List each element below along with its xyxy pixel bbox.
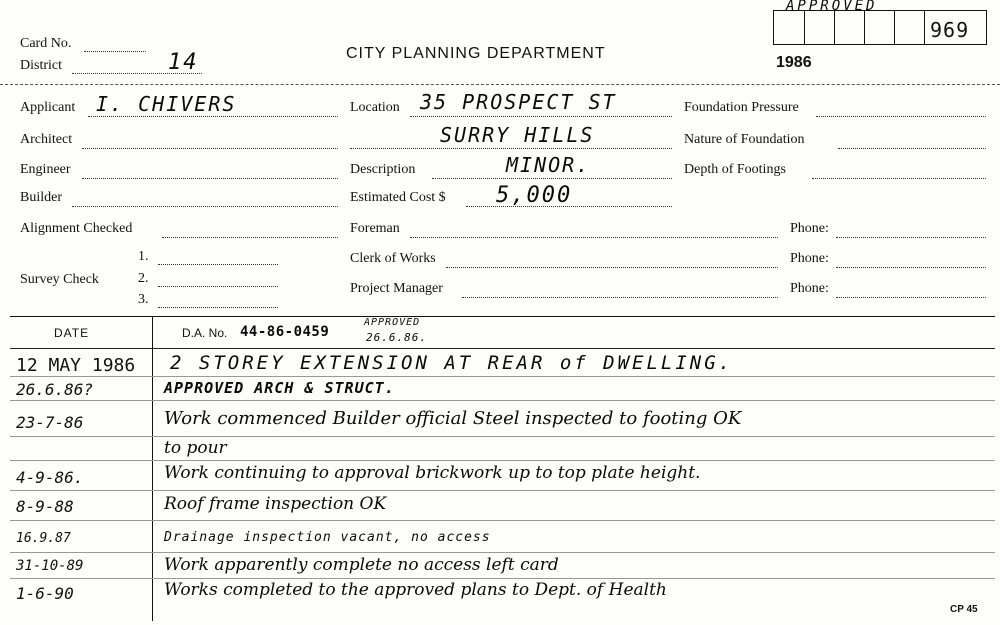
department-title: CITY PLANNING DEPARTMENT bbox=[346, 45, 606, 62]
log-row-rule bbox=[10, 376, 995, 377]
log-date: 4-9-86. bbox=[16, 468, 84, 487]
log-row-rule bbox=[10, 460, 995, 461]
log-entry: Roof frame inspection OK bbox=[164, 494, 387, 514]
survey-2: 2. bbox=[138, 271, 149, 286]
clerk-label: Clerk of Works bbox=[350, 251, 436, 266]
location-value-2: SURRY HILLS bbox=[440, 123, 595, 147]
depth-footings-label: Depth of Footings bbox=[684, 162, 786, 177]
location-line-2 bbox=[350, 148, 672, 149]
log-date: 31-10-89 bbox=[16, 558, 84, 574]
approved-stamp: APPROVED bbox=[786, 0, 878, 14]
foreman-line bbox=[410, 237, 778, 238]
alignment-line bbox=[162, 237, 338, 238]
pm-phone-line bbox=[836, 297, 986, 298]
log-entry: APPROVED ARCH & STRUCT. bbox=[164, 379, 395, 397]
log-entry: to pour bbox=[164, 438, 227, 458]
project-manager-line bbox=[462, 297, 778, 298]
log-top-rule bbox=[10, 316, 995, 317]
year-label: 1986 bbox=[776, 54, 812, 71]
form-code: CP 45 bbox=[950, 604, 978, 615]
clerk-phone-label: Phone: bbox=[790, 251, 829, 266]
log-header-rule bbox=[10, 348, 995, 349]
log-entry: Drainage inspection vacant, no access bbox=[164, 530, 491, 545]
builder-label: Builder bbox=[20, 190, 62, 205]
header-divider bbox=[0, 84, 1000, 85]
log-date: 12 MAY 1986 bbox=[16, 355, 136, 376]
survey-line-1 bbox=[158, 264, 278, 265]
engineer-label: Engineer bbox=[20, 162, 71, 177]
log-row-rule bbox=[10, 552, 995, 553]
builder-line bbox=[72, 206, 338, 207]
da-number: 44-86-0459 bbox=[240, 324, 330, 340]
log-row-rule bbox=[10, 578, 995, 579]
log-date: 1-6-90 bbox=[16, 584, 74, 603]
survey-label: Survey Check bbox=[20, 272, 99, 287]
description-value: MINOR. bbox=[506, 153, 591, 177]
log-date: 26.6.86? bbox=[16, 380, 94, 399]
engineer-line bbox=[82, 178, 338, 179]
survey-line-3 bbox=[158, 307, 278, 308]
cost-value: 5,000 bbox=[496, 183, 573, 208]
location-label: Location bbox=[350, 100, 400, 115]
architect-line bbox=[82, 148, 338, 149]
box-divider bbox=[924, 11, 925, 44]
card-number: 969 bbox=[930, 18, 970, 42]
district-label: District bbox=[20, 58, 62, 73]
description-line bbox=[432, 178, 672, 179]
foundation-pressure-label: Foundation Pressure bbox=[684, 100, 799, 115]
log-row-rule bbox=[10, 520, 995, 521]
alignment-label: Alignment Checked bbox=[20, 221, 133, 236]
log-entry: 2 STOREY EXTENSION AT REAR of DWELLING. bbox=[170, 352, 734, 374]
foreman-phone-label: Phone: bbox=[790, 221, 829, 236]
nature-foundation-line bbox=[838, 148, 986, 149]
applicant-line bbox=[88, 116, 338, 117]
date-column-header: DATE bbox=[54, 326, 90, 340]
foreman-phone-line bbox=[836, 237, 986, 238]
log-row-rule bbox=[10, 436, 995, 437]
project-manager-label: Project Manager bbox=[350, 281, 443, 296]
survey-line-2 bbox=[158, 286, 278, 287]
box-divider bbox=[894, 11, 895, 44]
card-no-label: Card No. bbox=[20, 36, 72, 51]
log-row-rule bbox=[10, 400, 995, 401]
applicant-value: I. CHIVERS bbox=[96, 92, 237, 116]
log-date: 16.9.87 bbox=[16, 531, 71, 546]
da-approved-label: APPROVED bbox=[364, 317, 421, 328]
depth-footings-line bbox=[812, 178, 986, 179]
cost-label: Estimated Cost $ bbox=[350, 190, 446, 205]
card-no-line bbox=[84, 51, 146, 52]
clerk-phone-line bbox=[836, 267, 986, 268]
date-column-divider bbox=[152, 316, 153, 621]
box-divider bbox=[864, 11, 865, 44]
log-date: 23-7-86 bbox=[16, 413, 84, 432]
log-entry: Work continuing to approval brickwork up to top plate height. bbox=[164, 463, 701, 483]
da-approved-date: 26.6.86. bbox=[366, 331, 427, 344]
log-entry: Works completed to the approved plans to Dept. of Health bbox=[164, 580, 667, 600]
location-line-1 bbox=[410, 116, 672, 117]
architect-label: Architect bbox=[20, 132, 73, 147]
box-divider bbox=[834, 11, 835, 44]
foundation-pressure-line bbox=[816, 116, 986, 117]
da-label: D.A. No. bbox=[182, 326, 228, 340]
box-divider bbox=[804, 11, 805, 44]
nature-foundation-label: Nature of Foundation bbox=[684, 132, 805, 147]
description-label: Description bbox=[350, 162, 416, 177]
location-value-1: 35 PROSPECT ST bbox=[420, 90, 617, 114]
log-date: 8-9-88 bbox=[16, 497, 74, 516]
survey-1: 1. bbox=[138, 249, 149, 264]
foreman-label: Foreman bbox=[350, 221, 400, 236]
log-entry: Work commenced Builder official Steel inspected to footing OK bbox=[164, 408, 742, 429]
survey-3: 3. bbox=[138, 292, 149, 307]
pm-phone-label: Phone: bbox=[790, 281, 829, 296]
log-row-rule bbox=[10, 490, 995, 491]
applicant-label: Applicant bbox=[20, 100, 76, 115]
district-value: 14 bbox=[168, 50, 199, 75]
clerk-line bbox=[446, 267, 778, 268]
log-entry: Work apparently complete no access left card bbox=[164, 555, 559, 575]
